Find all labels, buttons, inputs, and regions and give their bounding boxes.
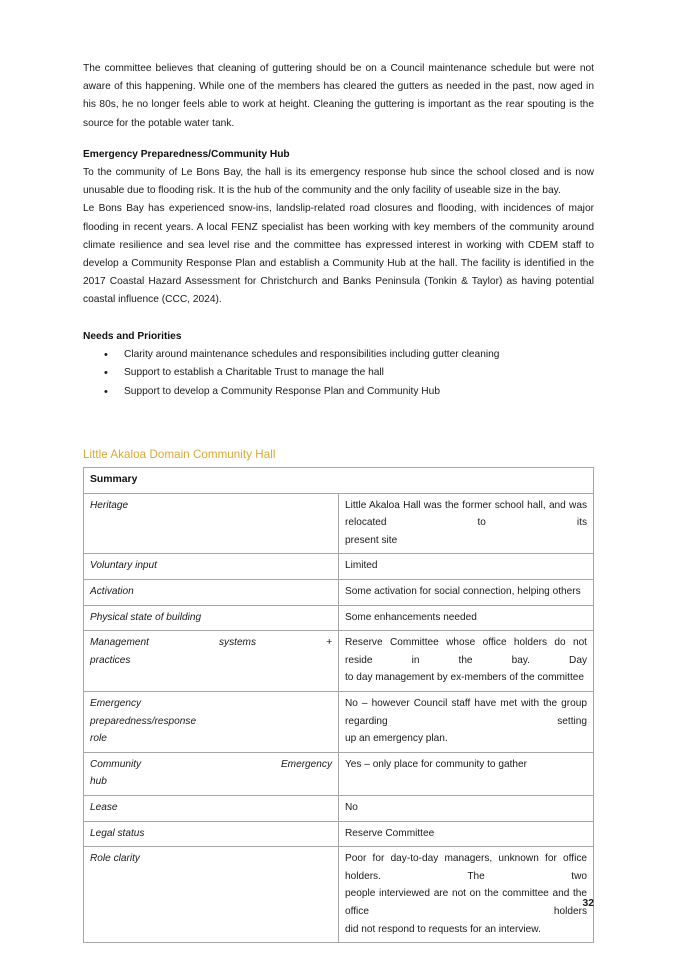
emergency-paragraph-2: Le Bons Bay has experienced snow-ins, landslip-related road closures and flooding, with incidences of major flooding in recent years. A local FENZ specialist has been working with key members of the community around climate resilience and sea level rise and the committee has expressed interest in working with CDEM staff to develop a Community Response Plan and establish a Community Hub at the hall. The facility is identified in the 2017 Coastal Hazard Assessment for Christchurch and Banks Peninsula (Tonkin & Taylor) as having potential coastal influence (CCC, 2024). bbox=[83, 203, 594, 306]
needs-list-item bbox=[83, 346, 594, 364]
row-value: Limited bbox=[339, 554, 594, 580]
needs-list-item-label: Support to develop a Community Response Plan and Community Hub bbox=[124, 385, 440, 397]
spacer bbox=[83, 401, 594, 447]
table-row bbox=[84, 752, 594, 795]
needs-list bbox=[83, 346, 594, 401]
table-header-row bbox=[84, 468, 594, 494]
spacer bbox=[83, 310, 594, 328]
row-label-line: practices bbox=[90, 654, 131, 666]
row-value: Reserve Committee bbox=[339, 821, 594, 847]
row-value-line: present site bbox=[345, 534, 398, 546]
table-row bbox=[84, 493, 594, 554]
row-label-line: Management systems + bbox=[90, 637, 332, 649]
needs-list-item bbox=[83, 383, 594, 401]
table-row bbox=[84, 821, 594, 847]
row-label: Legal status bbox=[84, 821, 339, 847]
needs-list-item bbox=[83, 364, 594, 382]
row-value-line: up an emergency plan. bbox=[345, 733, 448, 745]
needs-list-item-label: Clarity around maintenance schedules and responsibilities including gutter cleaning bbox=[124, 348, 500, 360]
row-value bbox=[339, 631, 594, 692]
row-value: Some activation for social connection, helping others bbox=[339, 580, 594, 606]
row-label-line: hub bbox=[90, 776, 107, 788]
row-label-line: role bbox=[90, 733, 107, 745]
table-row bbox=[84, 795, 594, 821]
guttering-paragraph: The committee believes that cleaning of guttering should be on a Council maintenance schedule but were not aware of this happening. While one of the members has cleared the gutters as needed in the past, now aged in his 80s, he no longer feels able to work at height. Cleaning the guttering is important as the rear spouting is the source for the potable water tank. bbox=[83, 63, 594, 129]
hall-section-title: Little Akaloa Domain Community Hall bbox=[83, 448, 276, 462]
row-value: No bbox=[339, 795, 594, 821]
row-label: Voluntary input bbox=[84, 554, 339, 580]
row-label-line: Emergency bbox=[90, 698, 142, 709]
row-value-line: people interviewed are not on the committee and the office holders bbox=[345, 888, 587, 917]
table-row bbox=[84, 692, 594, 753]
table-head bbox=[84, 468, 594, 494]
row-label-line: Community Emergency bbox=[90, 758, 332, 770]
row-value: Yes – only place for community to gather bbox=[339, 752, 594, 795]
hall-summary-table bbox=[83, 467, 594, 943]
table-row bbox=[84, 554, 594, 580]
bullet-icon: • bbox=[104, 367, 108, 380]
row-value-line: did not respond to requests for an interview. bbox=[345, 923, 541, 935]
emergency-paragraph-1: To the community of Le Bons Bay, the hall is its emergency response hub since the school closed and is now unusable due to flooding risk. It is the hub of the community and the only facility of useable size in the bay. bbox=[83, 167, 594, 197]
page-content bbox=[83, 60, 594, 943]
emergency-preparedness-heading: Emergency Preparedness/Community Hub bbox=[83, 148, 290, 160]
needs-list-item-label: Support to establish a Charitable Trust to manage the hall bbox=[124, 367, 384, 379]
row-label-line: preparedness/response bbox=[90, 715, 197, 727]
row-value bbox=[339, 847, 594, 943]
row-value-line: No – however Council staff have met with the group regarding setting bbox=[345, 698, 587, 727]
row-label bbox=[84, 752, 339, 795]
row-value-line: Little Akaloa Hall was the former school hall, and was relocated to its bbox=[345, 499, 587, 529]
page-number: 32 bbox=[582, 898, 594, 909]
row-value bbox=[339, 692, 594, 753]
row-label: Lease bbox=[84, 795, 339, 821]
row-label: Heritage bbox=[84, 493, 339, 554]
table-row bbox=[84, 580, 594, 606]
table-row bbox=[84, 631, 594, 692]
row-value-line: Reserve Committee whose office holders do not reside in the bay. Day bbox=[345, 637, 587, 666]
row-label bbox=[84, 692, 339, 753]
row-value: Some enhancements needed bbox=[339, 605, 594, 631]
table-row bbox=[84, 847, 594, 943]
bullet-icon: • bbox=[104, 348, 108, 361]
table-row bbox=[84, 605, 594, 631]
table-body bbox=[84, 493, 594, 942]
table-header-summary: Summary bbox=[84, 468, 594, 494]
row-value bbox=[339, 493, 594, 554]
row-label bbox=[84, 631, 339, 692]
row-value-line: to day management by ex-members of the committee bbox=[345, 672, 584, 684]
row-value-line: Poor for day-to-day managers, unknown for office holders. The two bbox=[345, 853, 587, 882]
needs-and-priorities-heading: Needs and Priorities bbox=[83, 330, 182, 342]
row-label: Physical state of building bbox=[84, 605, 339, 631]
row-label: Role clarity bbox=[84, 847, 339, 943]
bullet-icon: • bbox=[104, 385, 108, 398]
row-label: Activation bbox=[84, 580, 339, 606]
